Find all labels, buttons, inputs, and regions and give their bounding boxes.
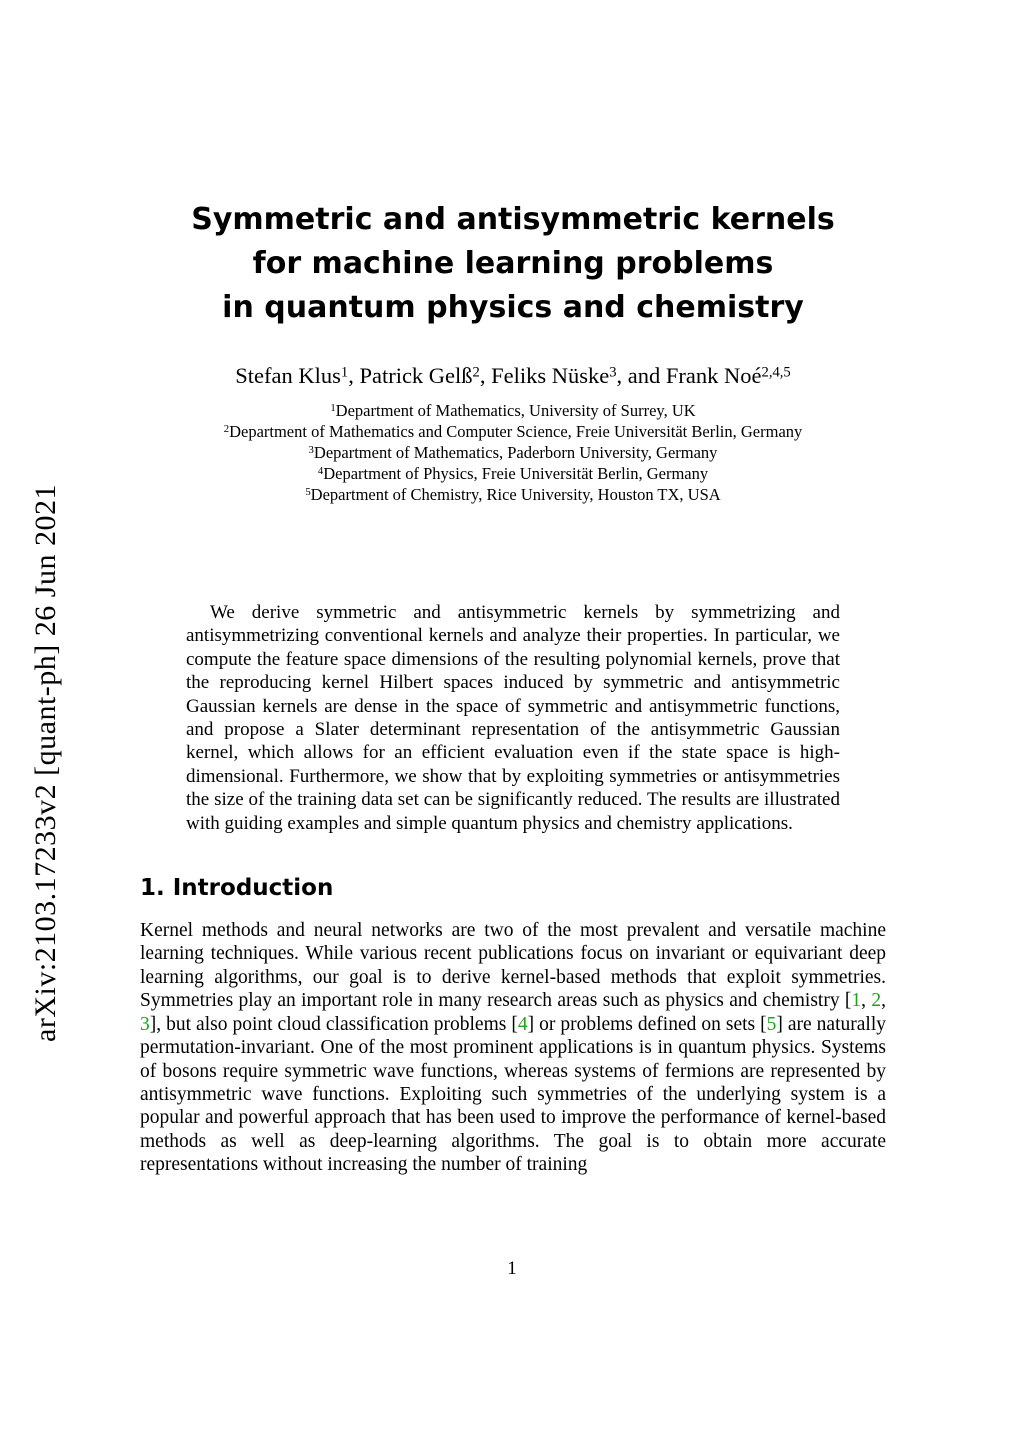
author-line: [140, 362, 886, 390]
citation-link-5[interactable]: 5: [766, 1013, 777, 1035]
author-affiliation-marker: 2,4,5: [761, 364, 791, 381]
arxiv-watermark: arXiv:2103.17233v2 [quant-ph] 26 Jun 2021: [29, 484, 62, 1042]
affiliation-text: Department of Mathematics, University of Surrey, UK: [335, 401, 696, 420]
affiliation-line: [140, 400, 886, 421]
citation-link-3[interactable]: 3: [140, 1013, 150, 1035]
affiliation-marker: 3: [308, 444, 314, 457]
abstract: [186, 601, 840, 835]
author-name: , and Frank Noé: [616, 363, 762, 388]
affiliation-marker: 4: [317, 465, 324, 478]
affiliation-text: Department of Mathematics and Computer Science, Freie Universität Berlin, Germany: [229, 422, 803, 441]
author-affiliation-marker: 3: [609, 364, 617, 381]
affiliation-text: Department of Physics, Freie Universität Berlin, Germany: [323, 464, 709, 483]
intro-text: ] are naturally permutation-invariant. One of the most prominent applications is in quantum physics. Systems of bosons require symmetric wave functions, whereas systems of fermions are represented by antisymmetric wave functions. Exploiting such symmetries of the underlying system is a popular and powerful approach that has been used to improve the performance of kernel-based methods as well as deep-learning algorithms. The goal is to obtain more accurate representations without increasing the number of training: [140, 1013, 886, 1176]
citation-link-1[interactable]: 1: [851, 990, 862, 1012]
affiliation-text: Department of Mathematics, Paderborn University, Germany: [313, 443, 718, 462]
citation-link-2[interactable]: 2: [871, 990, 882, 1012]
affiliation-line: [140, 484, 886, 505]
paper-title-line-2: for machine learning problems: [252, 246, 774, 281]
section-heading-introduction: 1. Introduction: [140, 875, 334, 902]
affiliation-text: Department of Chemistry, Rice University, Houston TX, USA: [310, 485, 721, 504]
citation-link-4[interactable]: 4: [517, 1013, 528, 1035]
intro-paragraph: [140, 919, 886, 1176]
affiliation-line: [140, 421, 886, 442]
affiliation-line: [140, 442, 886, 463]
intro-text: ,: [881, 990, 887, 1012]
paper-title: [140, 198, 886, 330]
intro-text: ], but also point cloud classification problems [: [149, 1013, 518, 1035]
intro-text: ,: [861, 990, 872, 1012]
affiliation-marker: 1: [330, 402, 336, 415]
affiliation-line: [140, 463, 886, 484]
paper-title-line-3: in quantum physics and chemistry: [222, 290, 804, 325]
intro-text: ] or problems defined on sets [: [527, 1013, 767, 1035]
author-affiliation-marker: 2: [472, 364, 480, 381]
affiliation-marker: 5: [305, 486, 311, 499]
affiliations-block: [140, 400, 886, 505]
page-number: 1: [507, 1258, 517, 1279]
author-name: Stefan Klus: [235, 363, 341, 388]
author-name: , Feliks Nüske: [479, 363, 610, 388]
author-affiliation-marker: 1: [340, 364, 349, 381]
paper-content: [140, 0, 886, 1177]
abstract-text: We derive symmetric and antisymmetric kernels by symmetrizing and antisymmetrizing conventional kernels and analyze their properties. In particular, we compute the feature space dimensions of the resulting polynomial kernels, prove that the reproducing kernel Hilbert spaces induced by symmetric and antisymmetric Gaussian kernels are dense in the space of symmetric and antisymmetric functions, and propose a Slater determinant representation of the antisymmetric Gaussian kernel, which allows for an efficient evaluation even if the state space is high-dimensional. Furthermore, we show that by exploiting symmetries or antisymmetries the size of the training data set can be significantly reduced. The results are illustrated with guiding examples and simple quantum physics and chemistry applications.: [186, 602, 840, 834]
paper-title-line-1: Symmetric and antisymmetric kernels: [191, 202, 835, 237]
intro-text: Kernel methods and neural networks are two of the most prevalent and versatile machine learning techniques. While various recent publications focus on invariant or equivariant deep learning algorithms, our goal is to derive kernel-based methods that exploit symmetries. Symmetries play an important role in many research areas such as physics and chemistry [: [140, 920, 886, 1012]
affiliation-marker: 2: [223, 423, 230, 436]
author-name: , Patrick Gelß: [348, 363, 473, 388]
